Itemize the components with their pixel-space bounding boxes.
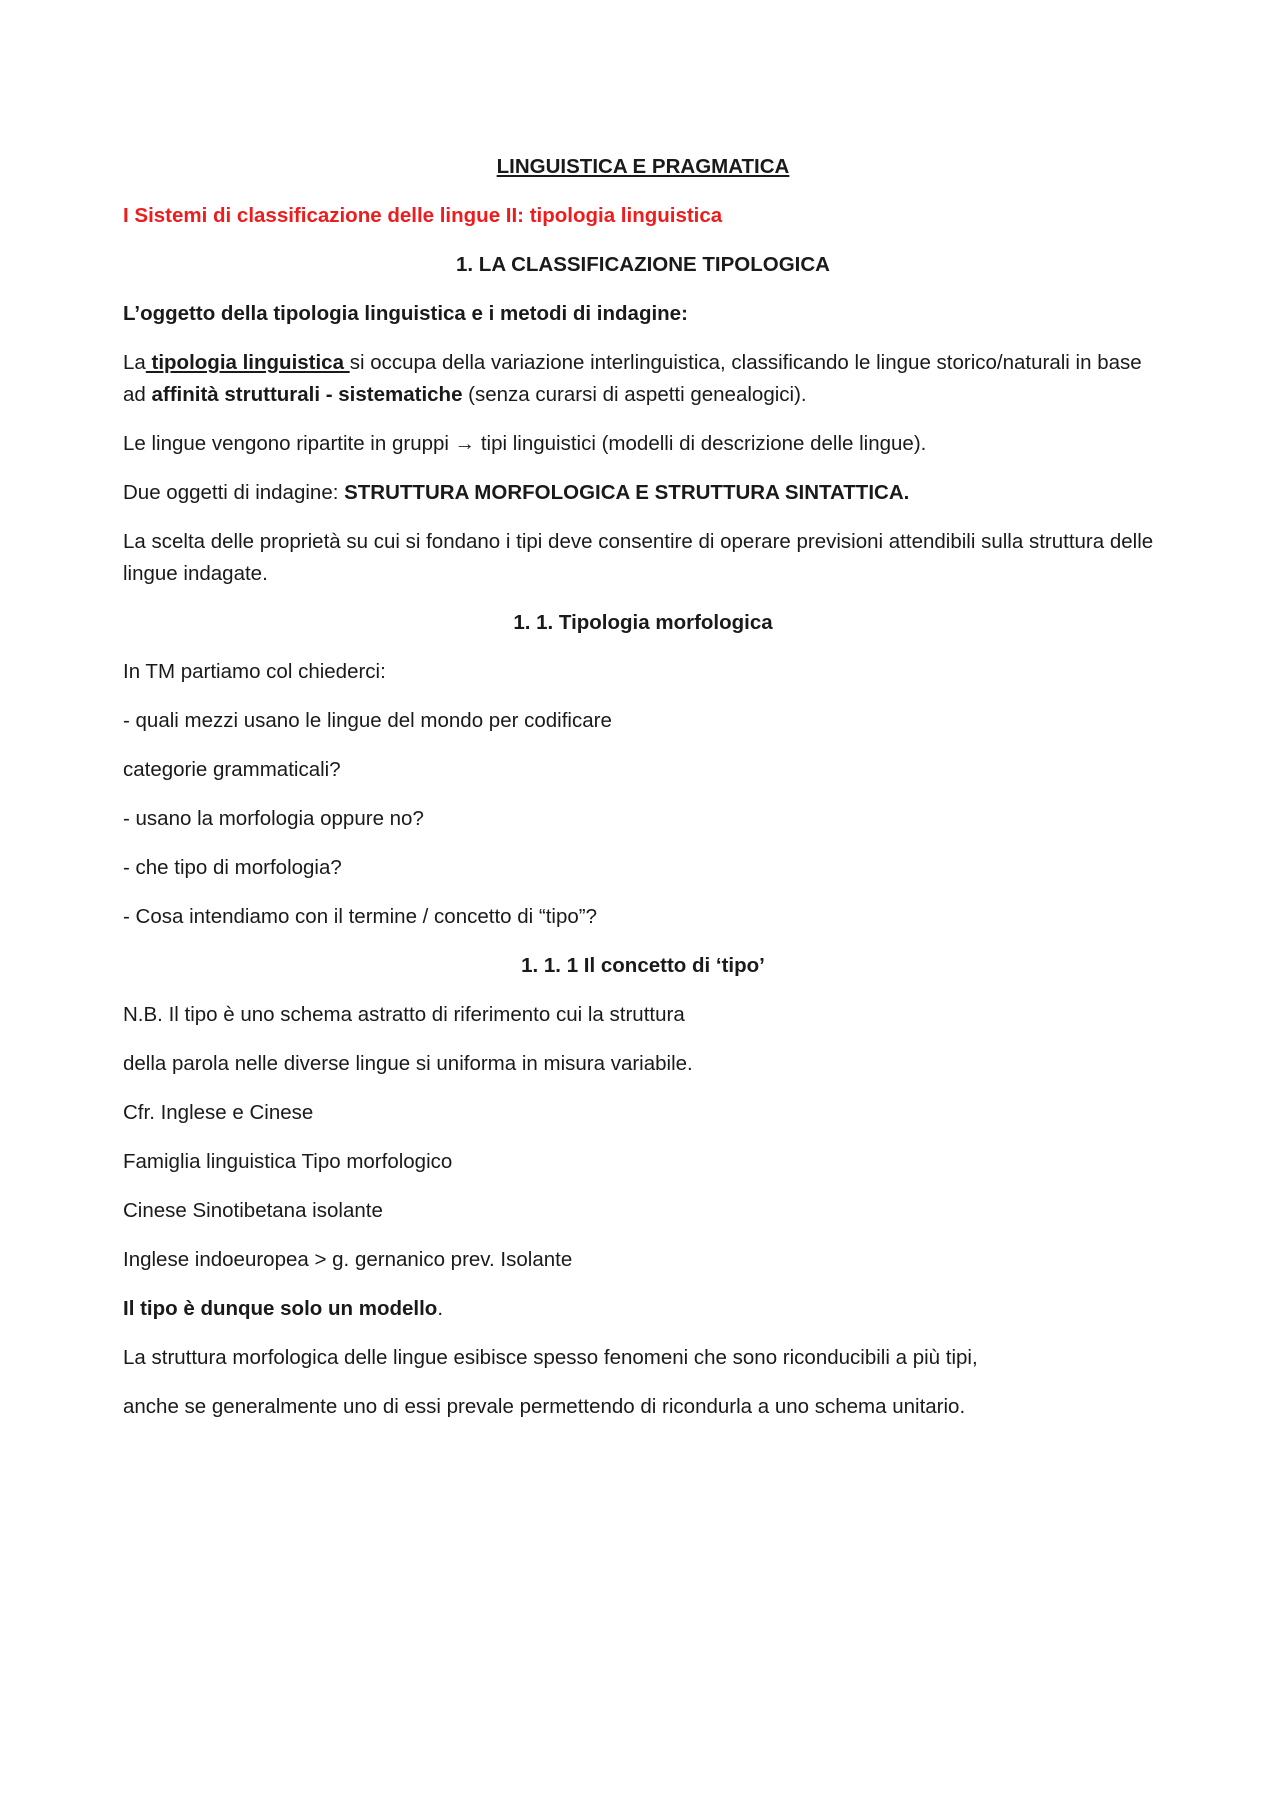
intro-paragraph-4: La scelta delle proprietà su cui si fondano i tipi deve consentire di operare previsioni attendibili sulla struttura delle lingue indagate. [123, 530, 1154, 585]
list-item: - usano la morfologia oppure no? [123, 807, 424, 830]
intro-p1-end: (senza curarsi di aspetti genealogici). [462, 383, 807, 406]
intro-paragraph-1 [123, 347, 1163, 411]
list-item: - Cosa intendiamo con il termine / concetto di “tipo”? [123, 905, 598, 928]
conclusion-end: . [437, 1297, 444, 1320]
list-item: - quali mezzi usano le lingue del mondo per codificare [123, 709, 612, 732]
document-subtitle: I Sistemi di classificazione delle lingue II: tipologia linguistica [123, 204, 723, 227]
intro-p1-bold: affinità strutturali - sistematiche [151, 383, 463, 406]
conclusion-bold: Il tipo è dunque solo un modello [123, 1297, 438, 1320]
closing-line: anche se generalmente uno di essi prevale permettendo di ricondurla a uno schema unitario. [123, 1395, 966, 1418]
intro-paragraph-3 [123, 477, 1163, 509]
intro-p1-lead: La [123, 351, 146, 374]
section-heading-1: 1. LA CLASSIFICAZIONE TIPOLOGICA [456, 253, 830, 276]
intro-paragraph-2: Le lingue vengono ripartite in gruppi → tipi linguistici (modelli di descrizione delle lingue). [123, 432, 927, 455]
intro-heading: L’oggetto della tipologia linguistica e i metodi di indagine: [123, 302, 688, 325]
list-item: della parola nelle diverse lingue si uniforma in misura variabile. [123, 1052, 693, 1075]
list-item: In TM partiamo col chiederci: [123, 660, 386, 683]
document-body [123, 151, 1163, 1440]
list-item: N.B. Il tipo è uno schema astratto di riferimento cui la struttura [123, 1003, 685, 1026]
document-title: LINGUISTICA E PRAGMATICA [496, 155, 790, 178]
list-item: Cinese Sinotibetana isolante [123, 1199, 383, 1222]
intro-p3-lead: Due oggetti di indagine: [123, 481, 345, 504]
list-item: Cfr. Inglese e Cinese [123, 1101, 314, 1124]
list-item: categorie grammaticali? [123, 758, 341, 781]
list-item: Inglese indoeuropea > g. gernanico prev. Isolante [123, 1248, 573, 1271]
intro-p1-term: tipologia linguistica [145, 351, 350, 374]
conclusion-line [123, 1293, 1163, 1325]
closing-line: La struttura morfologica delle lingue esibisce spesso fenomeni che sono riconducibili a più tipi, [123, 1346, 978, 1369]
section-heading-1-1-1: 1. 1. 1 Il concetto di ‘tipo’ [521, 954, 765, 977]
list-item: - che tipo di morfologia? [123, 856, 342, 879]
intro-p1-mid: si occupa della variazione interlinguistica, classificando le lingue storico/naturali in base ad [123, 351, 1142, 406]
intro-p3-bold: STRUTTURA MORFOLOGICA E STRUTTURA SINTATTICA. [344, 481, 910, 504]
list-item: Famiglia linguistica Tipo morfologico [123, 1150, 453, 1173]
section-heading-1-1: 1. 1. Tipologia morfologica [513, 611, 773, 634]
